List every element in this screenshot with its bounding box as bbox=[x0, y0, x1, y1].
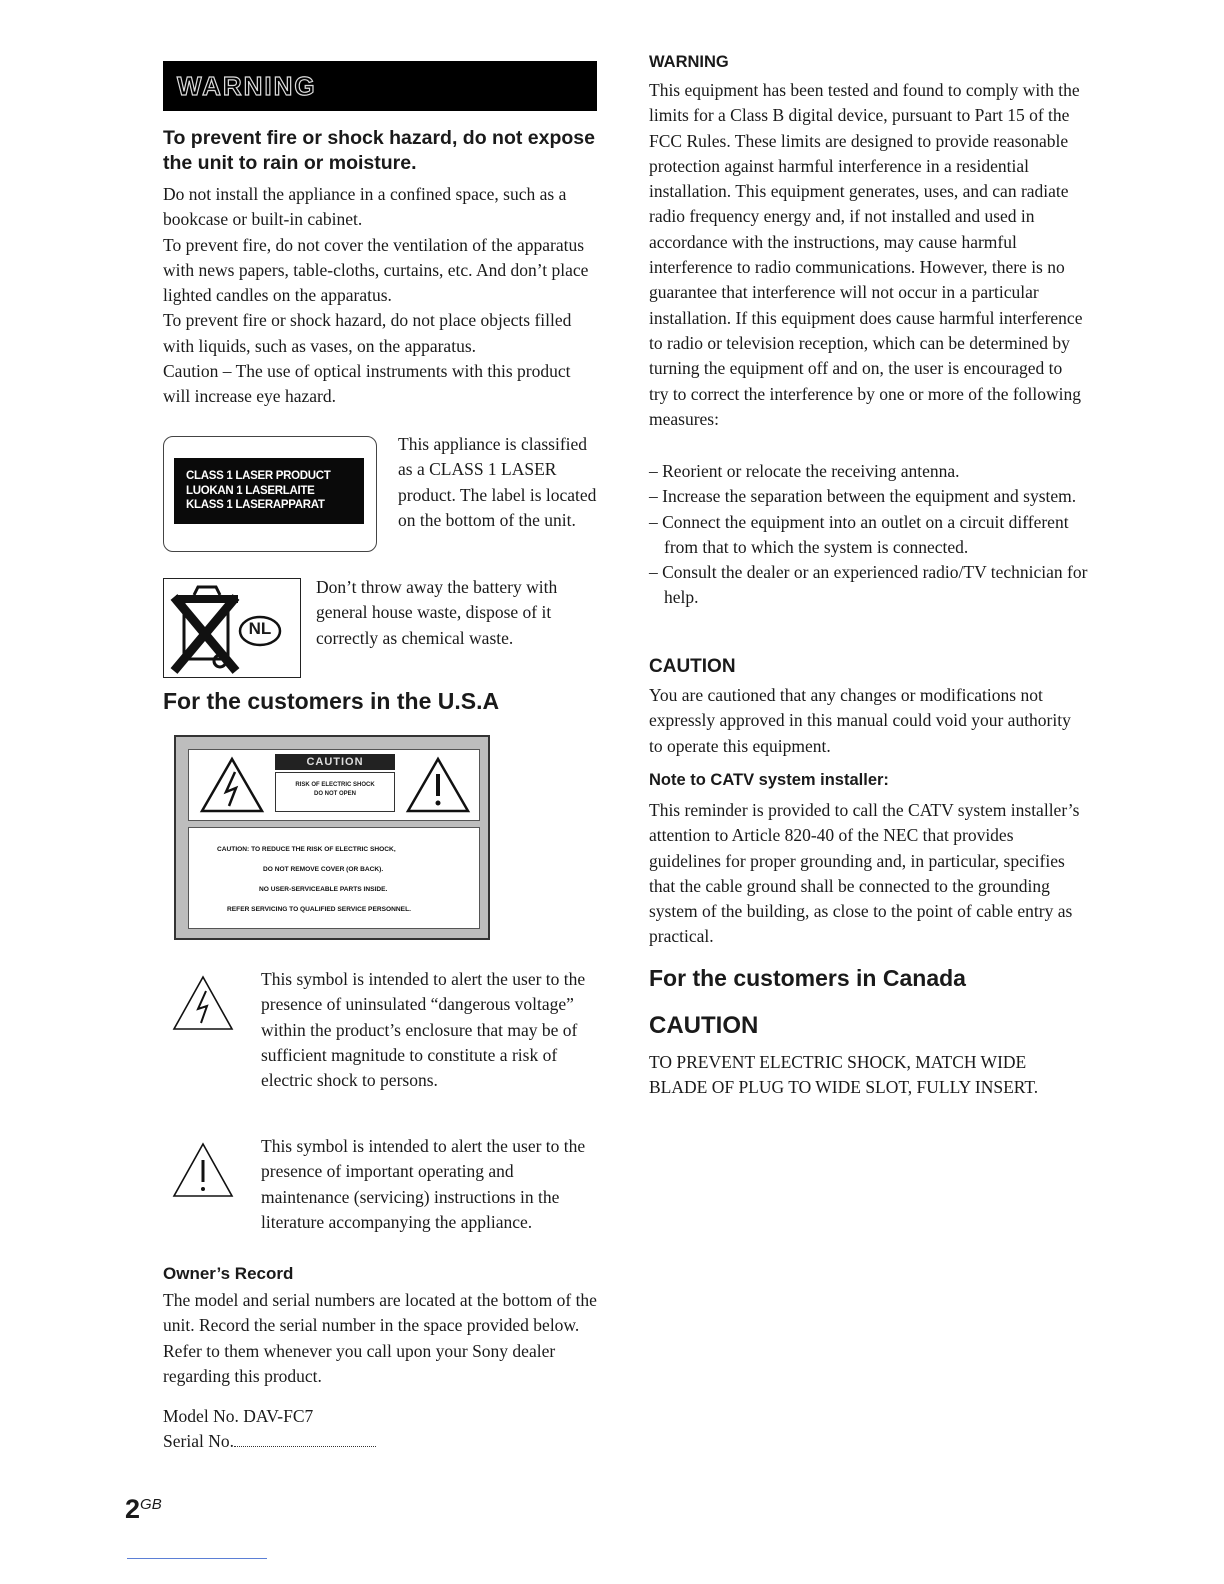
caution-label-line: NO USER-SERVICEABLE PARTS INSIDE. bbox=[259, 886, 388, 893]
caution-label-line: CAUTION: TO REDUCE THE RISK OF ELECTRIC SHOCK, bbox=[217, 846, 396, 853]
canada-text: TO PREVENT ELECTRIC SHOCK, MATCH WIDE BLADE OF PLUG TO WIDE SLOT, FULLY INSERT. bbox=[649, 1052, 1039, 1098]
laser-label-line: KLASS 1 LASERAPPARAT bbox=[186, 499, 325, 511]
model-serial-block bbox=[163, 1404, 376, 1455]
serial-label: Serial No. bbox=[163, 1431, 234, 1452]
owner-heading: Owner’s Record bbox=[163, 1264, 294, 1283]
caution-inner-line: DO NOT OPEN bbox=[313, 791, 356, 797]
lightning-triangle-icon bbox=[199, 756, 265, 814]
laser-label-plate bbox=[174, 458, 364, 524]
measure-item: – Reorient or relocate the receiving antenna. bbox=[649, 461, 960, 481]
page-number-suffix: GB bbox=[140, 1496, 162, 1513]
caution-label-top bbox=[188, 749, 480, 821]
measure-item: – Increase the separation between the equipment and system. bbox=[649, 486, 1077, 507]
model-number: Model No. DAV-FC7 bbox=[163, 1406, 314, 1426]
crossed-bin-icon bbox=[164, 579, 300, 677]
laser-text: This appliance is classified as a CLASS 1 LASER product. The label is located on the bottom of the unit. bbox=[398, 434, 597, 530]
usa-heading: For the customers in the U.S.A bbox=[163, 688, 500, 714]
canada-heading: For the customers in Canada bbox=[649, 965, 966, 991]
warning-banner-text: WARNING bbox=[177, 71, 317, 101]
serial-number-row bbox=[163, 1429, 376, 1454]
lightning-triangle-icon bbox=[172, 975, 234, 1031]
caution-label-title: CAUTION bbox=[275, 754, 395, 770]
caution-label-inner bbox=[275, 772, 395, 812]
exclamation-triangle-icon bbox=[405, 756, 471, 814]
paragraph-ventilation: To prevent fire, do not cover the ventilation of the apparatus with news papers, table-cloths, curtains, etc. And don’t place lighted candles on the apparatus. bbox=[163, 234, 589, 306]
paragraph-confined-space: Do not install the appliance in a confined space, such as a bookcase or built-in cabinet. bbox=[163, 184, 567, 230]
laser-label-image bbox=[163, 436, 377, 552]
catv-text: This reminder is provided to call the CATV system installer’s attention to Article 820-40 of the NEC that provides guidelines for proper grounding and, in particular, specifies that the cable ground shall be connected to the grounding system of the building, as close to the point of cable entry as practical. bbox=[649, 800, 1080, 947]
fcc-warning-heading: WARNING bbox=[649, 53, 729, 71]
symbol1-text: This symbol is intended to alert the user to the presence of uninsulated “dangerous voltage” within the product’s enclosure that may be of sufficient magnitude to constitute a risk of electric shock to persons. bbox=[261, 969, 586, 1091]
prevent-heading: To prevent fire or shock hazard, do not expose the unit to rain or moisture. bbox=[163, 127, 595, 174]
page-number bbox=[125, 1494, 162, 1525]
paragraph-optical: Caution – The use of optical instruments with this product will increase eye hazard. bbox=[163, 361, 571, 407]
fcc-measures-list bbox=[649, 459, 1089, 611]
symbol2-text: This symbol is intended to alert the user to the presence of important operating and maintenance (servicing) instructions in the literature accompanying the appliance. bbox=[261, 1136, 586, 1232]
measure-item: – Connect the equipment into an outlet on a circuit different from that to which the system is connected. bbox=[649, 511, 1069, 557]
paragraph-liquids: To prevent fire or shock hazard, do not place objects filled with liquids, such as vases, on the apparatus. bbox=[163, 310, 572, 356]
caution-text: You are cautioned that any changes or modifications not expressly approved in this manual could void your authority to operate this equipment. bbox=[649, 685, 1071, 756]
laser-label-line: LUOKAN 1 LASERLAITE bbox=[186, 484, 315, 497]
fcc-warning-text: This equipment has been tested and found to comply with the limits for a Class B digital device, pursuant to Part 15 of the FCC Rules. These limits are designed to provide reasonable protection against harmful interference in a residential installation. This equipment generates, uses, and can radiate radio frequency energy and, if not installed and used in accordance with the instructions, may cause harmful interference to radio communications. However, there is no guarantee that interference will not occur in a particular installation. If this equipment does cause harmful interference to radio or television reception, which can be determined by turning the equipment off and on, the user is encouraged to try to correct the interference by one or more of the following measures: bbox=[649, 80, 1083, 429]
laser-label-line: CLASS 1 LASER PRODUCT bbox=[186, 470, 331, 482]
caution-label-line: REFER SERVICING TO QUALIFIED SERVICE PERSONNEL. bbox=[227, 906, 411, 913]
warning-banner bbox=[163, 61, 597, 111]
bottom-rule bbox=[127, 1558, 267, 1559]
page-number-digit: 2 bbox=[125, 1494, 141, 1524]
caution-label-line: DO NOT REMOVE COVER (OR BACK). bbox=[263, 866, 384, 873]
caution-label-bottom bbox=[188, 827, 480, 929]
battery-disposal-image bbox=[163, 578, 301, 678]
canada-caution-heading: CAUTION bbox=[649, 1012, 759, 1039]
battery-text: Don’t throw away the battery with general house waste, dispose of it correctly as chemical waste. bbox=[316, 577, 558, 648]
caution-heading: CAUTION bbox=[649, 656, 736, 677]
serial-blank-line bbox=[234, 1430, 376, 1447]
caution-label-image bbox=[174, 735, 490, 940]
exclamation-triangle-icon bbox=[172, 1142, 234, 1198]
safety-paragraphs bbox=[163, 182, 597, 410]
nl-badge: NL bbox=[248, 619, 272, 638]
catv-heading: Note to CATV system installer: bbox=[649, 771, 889, 789]
caution-inner-line: RISK OF ELECTRIC SHOCK bbox=[295, 782, 375, 788]
measure-item: – Consult the dealer or an experienced radio/TV technician for help. bbox=[649, 562, 1088, 608]
owner-text: The model and serial numbers are located at the bottom of the unit. Record the serial number in the space provided below. Refer to them whenever you call upon your Sony dealer regarding this product. bbox=[163, 1290, 597, 1386]
